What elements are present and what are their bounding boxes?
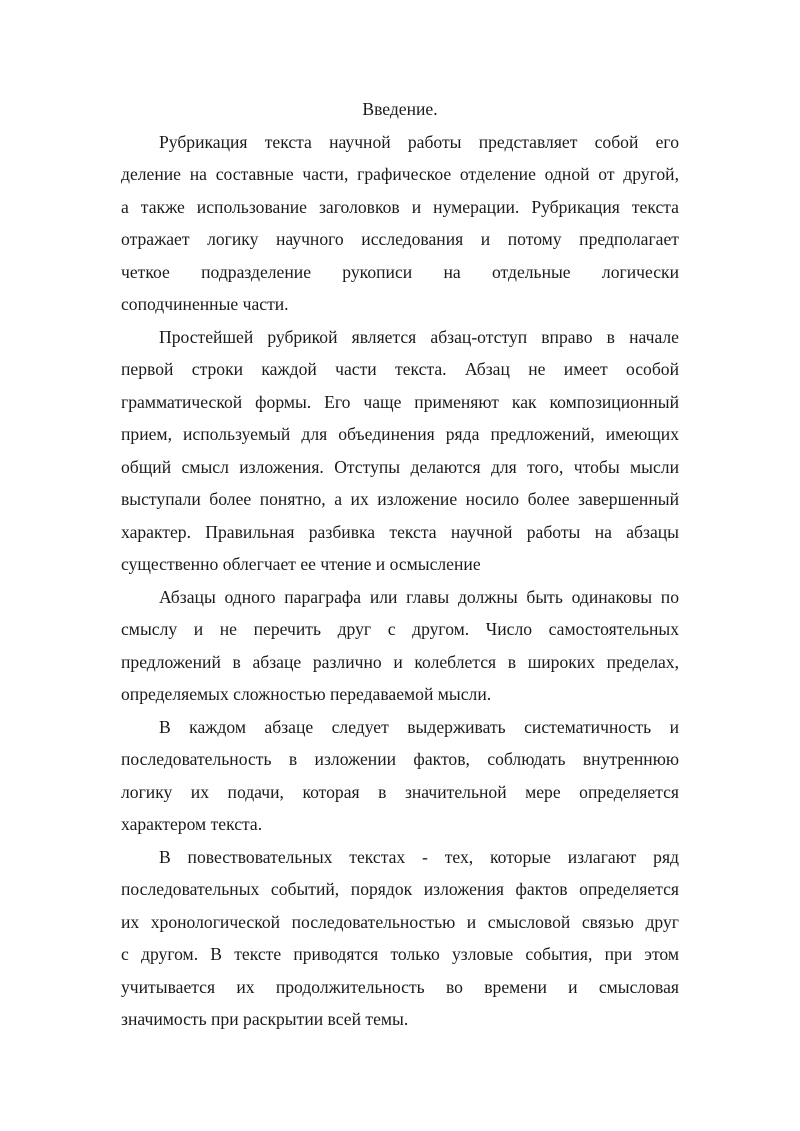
paragraph-line: с другом. В тексте приводятся только узловые события, при этом [121, 944, 679, 964]
paragraph-4 [121, 711, 679, 841]
paragraph-line: четкое подразделение рукописи на отдельные логически [121, 261, 679, 282]
paragraph-1 [121, 126, 679, 321]
paragraph-line: характером текста. [121, 814, 263, 834]
paragraph-line: общий смысл изложения. Отступы делаются для того, чтобы мысли [121, 456, 679, 477]
paragraph-line: существенно облегчает ее чтение и осмысление [121, 554, 481, 574]
paragraph-line: отражает логику научного исследования и потому предполагает [121, 229, 679, 249]
paragraph-line: первой строки каждой части текста. Абзац не имеет особой [121, 359, 679, 379]
paragraph-line: характер. Правильная разбивка текста научной работы на абзацы [121, 521, 679, 542]
paragraph-line: соподчиненные части. [121, 294, 289, 314]
paragraph-line: В каждом абзаце следует выдерживать систематичность и [159, 716, 679, 737]
paragraph-line: последовательность в изложении фактов, соблюдать внутреннюю [121, 749, 679, 769]
paragraph-2 [121, 321, 679, 581]
paragraph-line: их хронологической последовательностью и смысловой связью друг [121, 911, 679, 932]
paragraph-line: определяемых сложностью передаваемой мысли. [121, 684, 492, 704]
paragraph-line: Простейшей рубрикой является абзац-отступ вправо в начале [159, 326, 679, 347]
paragraph-5 [121, 841, 679, 1036]
paragraph-line: Рубрикация текста научной работы представляет собой его [159, 131, 679, 152]
paragraph-3 [121, 581, 679, 711]
paragraph-line: логику их подачи, которая в значительной мере определяется [121, 781, 679, 802]
paragraph-line: предложений в абзаце различно и колеблется в широких пределах, [121, 651, 679, 672]
paragraph-line: смыслу и не перечить друг с другом. Число самостоятельных [121, 619, 679, 639]
paragraph-line: Абзацы одного параграфа или главы должны быть одинаковы по [159, 586, 679, 607]
paragraph-line: деление на составные части, графическое отделение одной от другой, [121, 164, 679, 184]
paragraph-line: последовательных событий, порядок изложения фактов определяется [121, 879, 679, 899]
document-title: Введение. [362, 99, 438, 119]
paragraph-line: а также использование заголовков и нумерации. Рубрикация текста [121, 196, 679, 217]
paragraph-line: выступали более понятно, а их изложение носило более завершенный [121, 489, 679, 509]
paragraph-line: грамматической формы. Его чаще применяют как композиционный [121, 391, 679, 412]
paragraph-line: учитывается их продолжительность во времени и смысловая [121, 976, 679, 997]
paragraph-line: значимость при раскрытии всей темы. [121, 1009, 409, 1029]
paragraph-line: В повествовательных текстах - тех, которые излагают ряд [159, 846, 679, 867]
paragraph-line: прием, используемый для объединения ряда предложений, имеющих [121, 424, 679, 444]
document-body [121, 93, 679, 1036]
